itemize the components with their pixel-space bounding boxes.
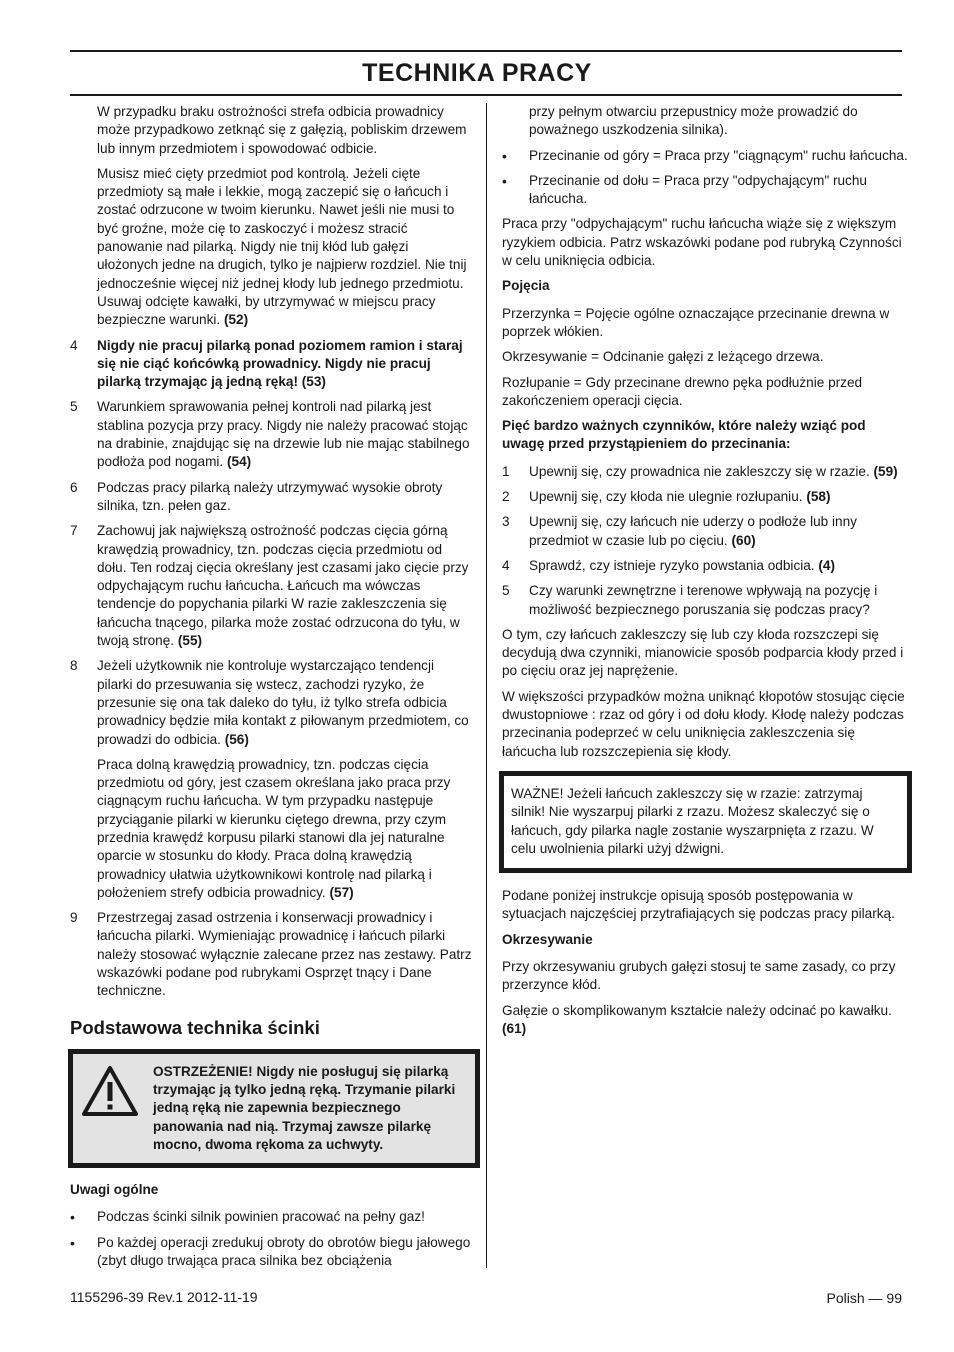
- list-item: 4 Sprawdź, czy istnieje ryzyko powstania odbicia. (4): [502, 557, 836, 573]
- header-rule-top: [70, 50, 902, 52]
- document-number: 1155296-39 Rev.1 2012-11-19: [70, 1289, 258, 1305]
- list-item: 3 Upewnij się, czy łańcuch nie uderzy o podłoże lub inny przedmiot w czasie lub po cięciu. (60): [502, 514, 857, 548]
- page-title: TECHNIKA PRACY: [362, 59, 592, 87]
- list-item: 8 Jeżeli użytkownik nie kontroluje wystarczająco tendencji pilarki do przesuwania się wstecz, zachodzi ryzyko, że przesunie się ona tak daleko do tyłu, iż tylko strefa odbicia prowadnicy będzie miła kontakt z piłowanym przedmiotem, co prowadzi do odbicia. (56): [70, 658, 469, 747]
- list-item: 5 Warunkiem sprawowania pełnej kontroli nad pilarką jest stablina pozycja przy pracy. Nigdy nie należy pracować stojąc na drabinie, znajdując się na drzewie lub nie mając stabilnego podłoża pod nogami. (54): [70, 399, 470, 470]
- figure-ref: (52): [223, 312, 249, 328]
- paragraph: O tym, czy łańcuch zakleszczy się lub czy kłoda rozszczepi się decydują dwa czynniki, mianowicie sposób podparcia kłody przed i po cięciu oraz jej naprężenie.: [502, 626, 904, 679]
- paragraph: Praca dolną krawędzią prowadnicy, tzn. podczas cięcia przedmiotu od góry, jest czasem określana jako praca przy ciągnącym ruchu łańcucha. W tym przypadku następuje przyciąganie pilarki w kierunku ciętego drewna, przy czym przednia krawędź korpusu pilarki stanowi dla jej naturalne oparcie w stosunku do kłody. Praca dolną krawędzią prowadnicy ułatwia użytkownikowi kontrolę nad pilarką i położeniem strefy odbicia prowadnicy. (57): [97, 756, 451, 900]
- definition: Rozłupanie = Gdy przecinane drewno pęka podłużnie przed zakończeniem operacji cięcia.: [502, 374, 863, 408]
- header-rule-bottom: [70, 94, 902, 96]
- subheading: Pięć bardzo ważnych czynników, które należy wziąć pod uwagę przed przystąpieniem do przecinania:: [502, 418, 866, 452]
- list-item: 7 Zachowuj jak największą ostrożność podczas cięcia górną krawędzią prowadnicy, tzn. podczas cięcia przedmiotu od dołu. Ten rodzaj cięcia określany jest czasami jako cięcie przy odpychającym ruchu łańcucha. Łańcuch ma wówczas tendencje do popychania pilarki W razie zakleszczenia się łańcucha tnącego, pilarka może zostać odrzucona do tyłu, w twoją stronę. (55): [70, 523, 469, 649]
- paragraph: W przypadku braku ostrożności strefa odbicia prowadnicy może przypadkowo zetknąć się z gałęzią, pobliskim drzewem lub innym przedmiotem i spowodować odbicie.: [97, 104, 467, 156]
- paragraph: W większości przypadków można uniknąć kłopotów stosując cięcie dwustopniowe : rzaz od góry i od dołu kłody. Kłodę należy podczas przecinania podeprzeć w celu uniknięcia zakleszczenia się łańcucha lub rozszczepienia się kłody.: [502, 688, 905, 759]
- bullet-icon: •: [70, 1234, 75, 1251]
- list-item: 1 Upewnij się, czy prowadnica nie zakleszczy się w rzazie. (59): [502, 463, 898, 479]
- bullet-icon: •: [70, 1209, 75, 1226]
- section-heading: Podstawowa technika ścinki: [70, 1016, 320, 1038]
- figure-ref: (54): [227, 454, 252, 470]
- paragraph: przy pełnym otwarciu przepustnicy może prowadzić do poważnego uszkodzenia silnika).: [529, 104, 858, 138]
- warning-text: OSTRZEŻENIE! Nigdy nie posługuj się pilarką trzymając ją tylko jedną ręką. Trzymanie pilarki jedną ręką nie zapewnia bezpiecznego panowania nad nią. Trzymaj zawsze pilarkę mocno, dwoma rękoma za uchwyty.: [153, 1063, 456, 1152]
- definition: Przerzynka = Pojęcie ogólne oznaczające przecinanie drewna w poprzek włókien.: [502, 305, 890, 339]
- figure-ref: (4): [818, 557, 836, 573]
- list-item: 9 Przestrzegaj zasad ostrzenia i konserwacji prowadnicy i łańcucha pilarki. Wymieniając prowadnicę i łańcuch pilarki należy stosować wyłącznie zalecane przez nas zestawy. Patrz wskazówki podane pod rubrykami Osprzęt tnący i Dane techniczne.: [70, 910, 472, 999]
- figure-ref: (57): [329, 884, 354, 900]
- bullet-item: • Po każdej operacji zredukuj obroty do obrotów biegu jałowego (zbyt długo trwająca praca silnika bez obciążenia: [70, 1234, 472, 1271]
- figure-ref: (55): [177, 633, 203, 649]
- left-column: [70, 103, 472, 1277]
- paragraph: Podane poniżej instrukcje opisują sposób postępowania w sytuacjach najczęściej przytrafiających się podczas pracy pilarką.: [502, 888, 895, 922]
- bullet-icon: •: [502, 147, 507, 164]
- page-number: Polish — 99: [826, 1290, 902, 1306]
- paragraph: Przy okrzesywaniu grubych gałęzi stosuj te same zasady, co przy przerzynce kłód.: [502, 958, 896, 993]
- subheading: Uwagi ogólne: [70, 1182, 159, 1198]
- list-item: 6 Podczas pracy pilarką należy utrzymywać wysokie obroty silnika, tzn. pełen gaz.: [70, 479, 443, 513]
- definition: Okrzesywanie = Odcinanie gałęzi z leżącego drzewa.: [502, 349, 824, 365]
- warning-triangle-icon: [81, 1063, 153, 1154]
- figure-ref: (60): [731, 532, 756, 548]
- figure-ref: (61): [502, 1020, 527, 1036]
- bullet-item: • Podczas ścinki silnik powinien pracować na pełny gaz!: [70, 1209, 425, 1226]
- figure-ref: (53): [301, 374, 326, 390]
- column-divider: [486, 103, 487, 1268]
- paragraph: Praca przy "odpychającym" ruchu łańcucha wiąże się z większym ryzykiem odbicia. Patrz wskazówki podane pod rubryką Czynności w celu uniknięcia odbicia.: [502, 216, 902, 269]
- figure-ref: (59): [873, 463, 898, 479]
- list-item: 2 Upewnij się, czy kłoda nie ulegnie rozłupaniu. (58): [502, 489, 831, 505]
- bullet-item: • Przecinanie od dołu = Praca przy "odpychającym" ruchu łańcucha.: [502, 172, 910, 209]
- paragraph: Gałęzie o skomplikowanym kształcie należy odcinać po kawałku. (61): [502, 1002, 892, 1036]
- list-item: 4 Nigdy nie pracuj pilarką ponad poziomem ramion i staraj się nie ciąć końcówką prowadnicy. Nigdy nie pracuj pilarką trzymając ją jedną ręką! (53): [70, 337, 463, 390]
- subheading: Okrzesywanie: [502, 931, 593, 947]
- important-note-box: WAŻNE! Jeżeli łańcuch zakleszczy się w rzazie: zatrzymaj silnik! Nie wyszarpuj pilarki z rzazu. Możesz skaleczyć się o łańcuch, gdy pilarka nagle zostanie wyszarpnięta z rzazu. W celu uwolnienia pilarki użyj dźwigni.: [499, 771, 912, 873]
- list-item: 5 Czy warunki zewnętrzne i terenowe wpływają na pozycję i możliwość bezpiecznego poruszania się podczas pracy?: [502, 583, 878, 617]
- right-column: [502, 103, 910, 1045]
- bullet-icon: •: [502, 172, 507, 189]
- paragraph: Musisz mieć cięty przedmiot pod kontrolą. Jeżeli cięte przedmioty są małe i lekkie, mogą zaczepić się o łańcuch i zostać odrzucone w twoim kierunku. Nawet jeśli nie musi to być groźne, może cię to zaskoczyć i możesz stracić panowanie nad pilarką. Nigdy nie tnij kłód lub gałęzi ułożonych jedne na drugich, tylko je najpierw rozdziel. Nie tnij jednocześnie więcej niż jednej kłody lub jednego przedmiotu. Usuwaj odcięte kawałki, by utrzymywać w miejscu pracy bezpieczne warunki. (52): [97, 165, 467, 328]
- bullet-item: • Przecinanie od góry = Praca przy "ciągnącym" ruchu łańcucha.: [502, 147, 908, 164]
- figure-ref: (58): [806, 489, 831, 505]
- warning-box: [68, 1049, 480, 1168]
- figure-ref: (56): [224, 731, 249, 747]
- subheading: Pojęcia: [502, 278, 550, 294]
